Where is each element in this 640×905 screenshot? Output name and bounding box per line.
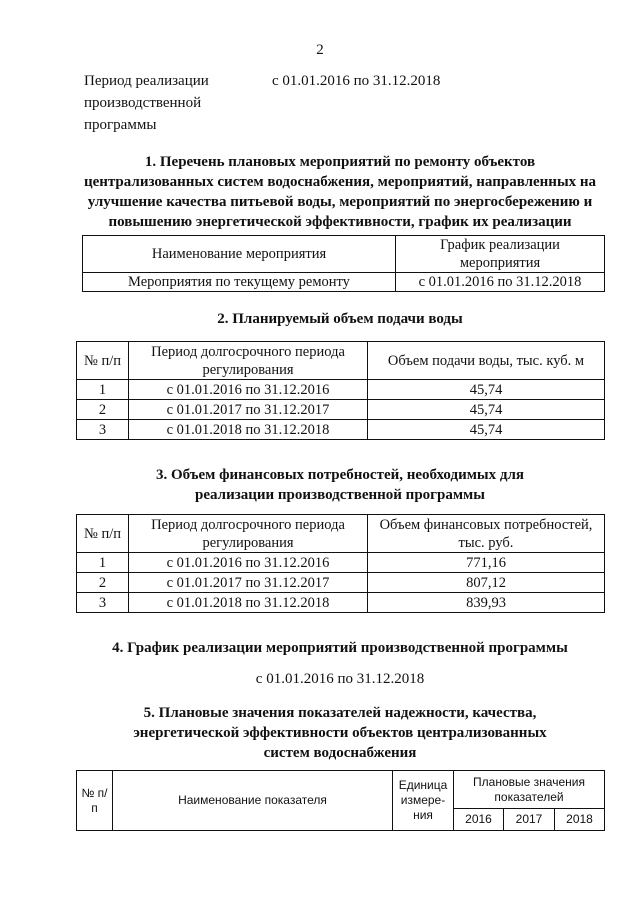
header-cell-year: 2018 <box>555 809 605 831</box>
table-cell: 1 <box>77 553 129 573</box>
table-row <box>77 573 605 593</box>
section3-table <box>76 514 605 613</box>
section1-title-line: улучшение качества питьевой воды, мероприятий по энергосбережению и <box>87 194 593 210</box>
table-cell: с 01.01.2018 по 31.12.2018 <box>129 420 368 440</box>
header-cell-name: Наименование показателя <box>113 771 393 831</box>
section3-title-line: 3. Объем финансовых потребностей, необходимых для <box>155 467 525 483</box>
header-cell-planned: Плановые значения показателей <box>454 771 605 809</box>
period-label <box>84 70 209 136</box>
table-row <box>77 553 605 573</box>
period-label-line: производственной <box>84 95 202 111</box>
section1-title-line: повышению энергетической эффективности, график их реализации <box>108 214 572 230</box>
header-cell-unit: Единица измере- ния <box>393 771 454 831</box>
table-cell: 771,16 <box>368 553 605 573</box>
table-cell: 45,74 <box>368 400 605 420</box>
header-cell-year: 2016 <box>454 809 504 831</box>
section1-title-line: централизованных систем водоснабжения, мероприятий, направленных на <box>83 174 597 190</box>
section1-title <box>60 152 620 232</box>
period-label-line: программы <box>84 117 157 133</box>
table-cell: с 01.01.2018 по 31.12.2018 <box>129 593 368 613</box>
header-cell: График реализации мероприятия <box>396 236 605 273</box>
table-cell: с 01.01.2016 по 31.12.2018 <box>396 273 605 292</box>
table-cell: 2 <box>77 573 129 593</box>
section4-period: с 01.01.2016 по 31.12.2018 <box>255 671 425 687</box>
section3-title <box>60 465 620 505</box>
table-cell: 2 <box>77 400 129 420</box>
period-value: с 01.01.2016 по 31.12.2018 <box>272 73 441 89</box>
header-cell: № п/п <box>77 515 129 553</box>
table-cell: 839,93 <box>368 593 605 613</box>
section5-title-line: систем водоснабжения <box>263 745 417 761</box>
table-row <box>77 380 605 400</box>
header-cell: Период долгосрочного периода регулирования <box>129 342 368 380</box>
table-header-row <box>77 771 605 809</box>
section1-title-line: 1. Перечень плановых мероприятий по ремонту объектов <box>144 154 536 170</box>
table-row <box>83 273 605 292</box>
table-header-row <box>77 342 605 380</box>
section3-title-line: реализации производственной программы <box>195 487 485 503</box>
table-header-row <box>77 515 605 553</box>
table-cell: с 01.01.2017 по 31.12.2017 <box>129 400 368 420</box>
header-cell: Наименование мероприятия <box>83 236 396 273</box>
header-cell: Период долгосрочного периода регулирования <box>129 515 368 553</box>
section2-title: 2. Планируемый объем подачи воды <box>217 311 463 327</box>
section5-title-line: 5. Плановые значения показателей надежности, качества, <box>143 705 537 721</box>
section4-title: 4. График реализации мероприятий производственной программы <box>112 640 568 656</box>
table-cell: 45,74 <box>368 420 605 440</box>
table-cell: 1 <box>77 380 129 400</box>
table-cell: 3 <box>77 420 129 440</box>
table-cell: с 01.01.2016 по 31.12.2016 <box>129 553 368 573</box>
section5-table <box>76 770 605 831</box>
table-cell: 3 <box>77 593 129 613</box>
header-cell-year: 2017 <box>504 809 555 831</box>
table-row <box>77 593 605 613</box>
header-cell: Объем подачи воды, тыс. куб. м <box>368 342 605 380</box>
page-number: 2 <box>316 42 324 58</box>
header-cell: Объем финансовых потребностей, тыс. руб. <box>368 515 605 553</box>
header-cell: № п/п <box>77 342 129 380</box>
section5-title-line: энергетической эффективности объектов централизованных <box>133 725 547 741</box>
table-cell: с 01.01.2017 по 31.12.2017 <box>129 573 368 593</box>
table-cell: Мероприятия по текущему ремонту <box>83 273 396 292</box>
table-row <box>77 420 605 440</box>
section1-table <box>82 235 605 292</box>
table-header-row <box>83 236 605 273</box>
period-label-line: Период реализации <box>84 73 209 89</box>
header-cell-num: № п/п <box>77 771 113 831</box>
table-cell: с 01.01.2016 по 31.12.2016 <box>129 380 368 400</box>
section2-table <box>76 341 605 440</box>
section5-title <box>60 703 620 763</box>
table-cell: 807,12 <box>368 573 605 593</box>
table-row <box>77 400 605 420</box>
table-cell: 45,74 <box>368 380 605 400</box>
